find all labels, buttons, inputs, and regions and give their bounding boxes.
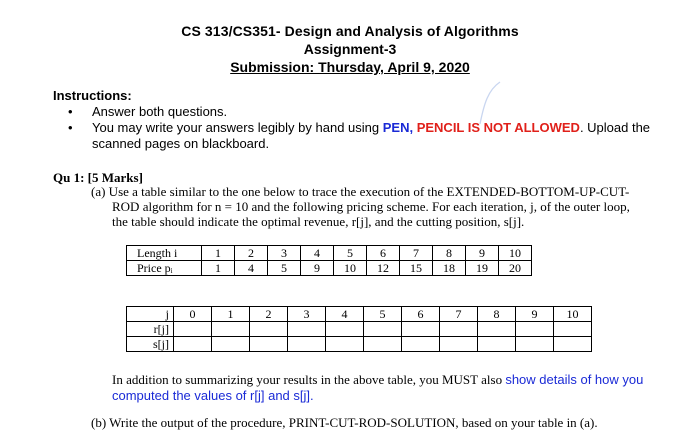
bullet-icon: • <box>68 120 73 135</box>
r-label: r[j] <box>127 322 174 337</box>
j-cell: 6 <box>402 307 440 322</box>
instruction-item <box>64 104 664 120</box>
question-label: Qu 1: <box>53 170 85 185</box>
s-row <box>127 337 592 352</box>
j-cell: 3 <box>288 307 326 322</box>
part-a-line: the table should indicate the optimal revenue, r[j], and the cutting position, s[j]. <box>112 214 525 229</box>
price-cell: 19 <box>466 261 499 276</box>
j-row <box>127 307 592 322</box>
price-cell: 9 <box>301 261 334 276</box>
part-a-text <box>91 184 661 229</box>
instruction-text-end: . Upload the scanned pages on blackboard. <box>92 120 651 151</box>
part-b-text: (b) Write the output of the procedure, PRINT-CUT-ROD-SOLUTION, based on your table in (a). <box>91 415 598 430</box>
length-cell: 3 <box>268 246 301 261</box>
summary-paragraph <box>112 372 672 404</box>
price-cell: 18 <box>433 261 466 276</box>
length-row <box>127 246 532 261</box>
summary-text: In addition to summarizing your results in the above table, you MUST also <box>112 372 506 387</box>
price-cell: 12 <box>367 261 400 276</box>
submission-date: Submission: Thursday, April 9, 2020 <box>230 59 470 75</box>
empty-cell <box>250 322 288 337</box>
empty-cell <box>440 337 478 352</box>
document-header <box>0 22 700 76</box>
empty-cell <box>364 337 402 352</box>
instructions-title: Instructions: <box>53 88 132 103</box>
pencil-warning: PENCIL IS NOT ALLOWED <box>416 120 580 135</box>
j-cell: 5 <box>364 307 402 322</box>
empty-cell <box>212 322 250 337</box>
price-table <box>126 245 532 276</box>
trace-table <box>126 306 592 352</box>
empty-cell <box>250 337 288 352</box>
r-row <box>127 322 592 337</box>
empty-cell <box>554 337 592 352</box>
empty-cell <box>516 322 554 337</box>
instruction-text: Answer both questions. <box>92 104 228 119</box>
empty-cell <box>478 337 516 352</box>
empty-cell <box>326 337 364 352</box>
length-cell: 1 <box>202 246 235 261</box>
pen-emphasis: PEN, <box>382 120 414 135</box>
length-cell: 2 <box>235 246 268 261</box>
question-marks: [5 Marks] <box>87 170 143 185</box>
empty-cell <box>516 337 554 352</box>
price-cell: 15 <box>400 261 433 276</box>
length-label: Length i <box>127 246 202 261</box>
empty-cell <box>440 322 478 337</box>
price-label: Price pᵢ <box>127 261 202 276</box>
empty-cell <box>402 322 440 337</box>
j-cell: 10 <box>554 307 592 322</box>
instruction-text: You may write your answers legibly by hand using <box>92 120 383 135</box>
price-cell: 4 <box>235 261 268 276</box>
length-cell: 8 <box>433 246 466 261</box>
part-a-line: (a) Use a table similar to the one below to trace the execution of the EXTENDED-BOTTOM-UP-CUT- <box>91 184 630 199</box>
empty-cell <box>478 322 516 337</box>
empty-cell <box>174 337 212 352</box>
j-label: j <box>127 307 174 322</box>
empty-cell <box>288 337 326 352</box>
length-cell: 7 <box>400 246 433 261</box>
j-cell: 1 <box>212 307 250 322</box>
length-cell: 10 <box>499 246 532 261</box>
empty-cell <box>212 337 250 352</box>
length-cell: 6 <box>367 246 400 261</box>
s-label: s[j] <box>127 337 174 352</box>
j-cell: 2 <box>250 307 288 322</box>
empty-cell <box>364 322 402 337</box>
empty-cell <box>402 337 440 352</box>
price-cell: 10 <box>334 261 367 276</box>
length-cell: 5 <box>334 246 367 261</box>
empty-cell <box>174 322 212 337</box>
course-title: CS 313/CS351- Design and Analysis of Algorithms <box>181 23 519 39</box>
price-cell: 20 <box>499 261 532 276</box>
price-cell: 5 <box>268 261 301 276</box>
j-cell: 8 <box>478 307 516 322</box>
instructions-list <box>64 104 664 152</box>
price-cell: 1 <box>202 261 235 276</box>
assignment-title: Assignment-3 <box>303 41 397 57</box>
empty-cell <box>288 322 326 337</box>
j-cell: 4 <box>326 307 364 322</box>
instruction-item <box>64 120 664 152</box>
empty-cell <box>554 322 592 337</box>
price-row <box>127 261 532 276</box>
bullet-icon: • <box>68 104 73 119</box>
j-cell: 9 <box>516 307 554 322</box>
empty-cell <box>326 322 364 337</box>
j-cell: 0 <box>174 307 212 322</box>
length-cell: 4 <box>301 246 334 261</box>
part-a-line: ROD algorithm for n = 10 and the following pricing scheme. For each iteration, j, of the outer loop, <box>112 199 630 214</box>
summary-emphasis: show details of how you computed the values of r[j] and s[j]. <box>112 372 644 403</box>
length-cell: 9 <box>466 246 499 261</box>
j-cell: 7 <box>440 307 478 322</box>
